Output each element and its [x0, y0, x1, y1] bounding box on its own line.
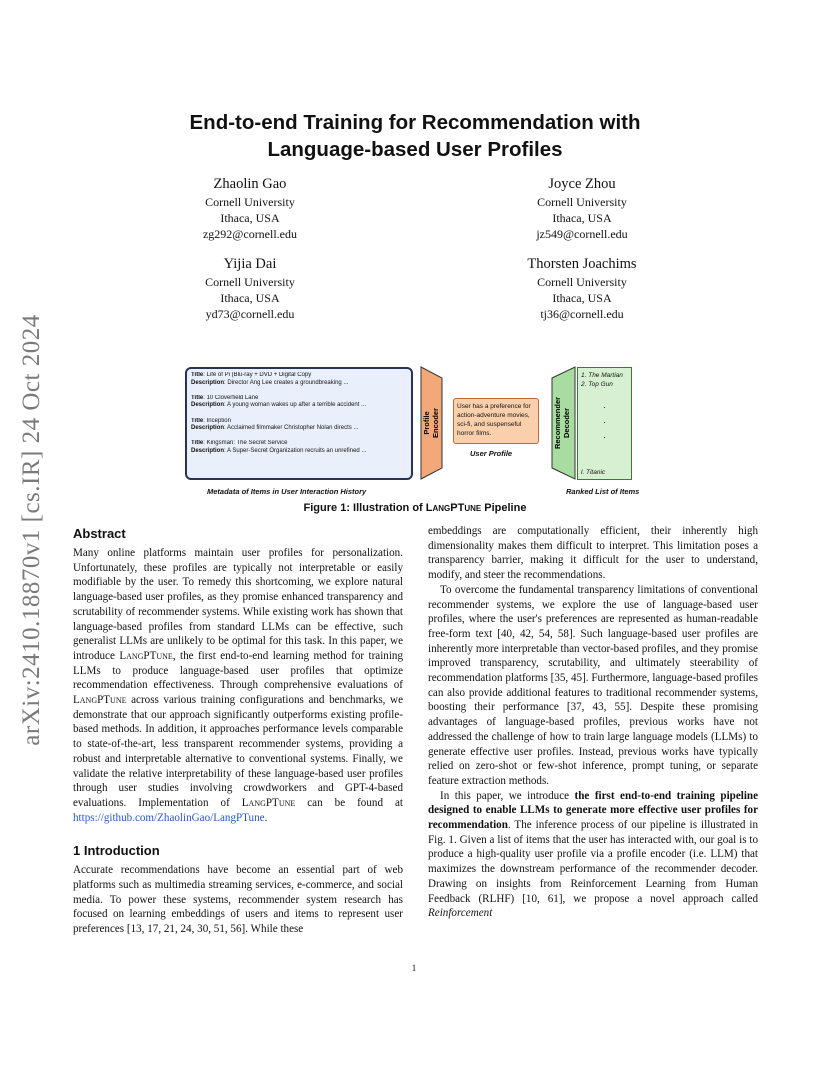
abstract-part: Many online platforms maintain user profiles for personalization. Unfortunately, these profiles are typically not interpretable or easily modifiable by the user. To remedy this shortcoming, we explore natural language-based user profiles, as they promise enhanced transparency and scrutability of recommender systems. While existing work has shown that language-based profiles from standard LLMs can be effective, such generalist LLMs are unlikely to be optimal for this task. In this paper, we introduce [73, 547, 403, 662]
paragraph: To overcome the fundamental transparency limitations of conventional recommender systems, we explore the use of language-based user profiles, where the user's preferences are represented as human-readable free-form text [40, 42, 54, 58]. Such language-based user profiles are inherently more interpretable than vector-based profiles, and they promise improved transparency, scrutability, and ultimately steerability of recommendation platforms [35, 45]. Furthermore, language-based profiles can also provide additional features to traditional recommender systems, boosting their performance [37, 43, 55]. Despite these promising advantages of language-based profiles, previous works have not addressed the challenge of how to train large language models (LLMs) to generate effective user profiles. Instead, previous works have typically relied on zero-shot or few-shot inference, prompt tuning, or separate feature extraction methods. [428, 583, 758, 787]
description-key: Description [191, 425, 225, 432]
user-profile-label: User Profile [470, 449, 513, 458]
author-location: Ithaca, USA [220, 211, 280, 225]
metadata-label: Metadata of Items in User Interaction History [207, 487, 367, 496]
method-name: LangPTune [241, 796, 296, 809]
ranked-item-last: l. Titanic [581, 469, 606, 476]
intro-text: Accurate recommendations have become an essential part of web platforms such as multimedia streaming services, e-commerce, and social media. To power these systems, recommender system research has focused on learning embeddings of users and items to represent user preferences [13, 17, 21, 24, 30, 51, 56]. While these [73, 864, 403, 936]
figure-caption [150, 502, 680, 514]
author-name: Joyce Zhou [548, 176, 616, 192]
abstract-heading: Abstract [73, 526, 126, 541]
item-description: A young woman wakes up after a terrible accident ... [227, 402, 367, 409]
profile-text: User has a preference for action-adventure movies, sci-fi, and suspenseful horror films. [457, 403, 531, 437]
title-key: Title [191, 372, 204, 378]
arxiv-id: arXiv:2410.18870v1 [cs.IR] 24 Oct 2024 [18, 314, 45, 746]
encoder-line-2: Encoder [431, 407, 440, 439]
ranked-list-box [577, 367, 632, 480]
author-affiliation: Cornell University [537, 195, 627, 209]
description-key: Description [191, 379, 225, 386]
author-email: yd73@cornell.edu [205, 307, 295, 321]
metadata-item: Title: Inception Description: Acclaimed filmmaker Christopher Nolan directs ... [191, 417, 359, 432]
abstract-part: , the first end-to-end learning method for training LLMs to produce language-based user profiles that optimize recommendation effectiveness. Through comprehensive evaluations of [73, 649, 403, 692]
author-affiliation: Cornell University [205, 195, 295, 209]
paragraph: embeddings are computationally efficient, their inherently high dimensionality makes them difficult to interpret. This limitation poses a transparency barrier, making it difficult for the user to understand, modify, and steer the recommendations. [428, 525, 758, 582]
github-link[interactable]: https://github.com/ZhaolinGao/LangPTune [73, 811, 265, 824]
author-location: Ithaca, USA [552, 211, 612, 225]
caption-suffix: Pipeline [481, 502, 527, 514]
title-line-2: Language-based User Profiles [267, 138, 563, 161]
abstract-part: can be found at [295, 796, 403, 809]
author-email: tj36@cornell.edu [540, 307, 624, 321]
author-affiliation: Cornell University [205, 275, 295, 289]
item-description: Acclaimed filmmaker Christopher Nolan directs ... [227, 425, 359, 432]
decoder-line-2: Decoder [562, 407, 571, 439]
paper-title [110, 109, 720, 163]
paragraph-part: In this paper, we introduce [440, 789, 575, 802]
abstract-part: across various training configurations and benchmarks, we demonstrate that our approach significantly outperforms existing profile-based methods. In addition, it approaches performance levels comparable to state-of-the-art, less transparent recommender systems, providing a robust and interpretable alternative to conventional systems. Finally, we validate the relative interpretability of these language-based user profiles through user studies involving crowdworkers and GPT-4-based evaluations. Implementation of [73, 694, 403, 809]
paragraph-italic: Reinforcement [428, 907, 493, 920]
ranked-item: 2. Top Gun [581, 381, 613, 388]
author-location: Ithaca, USA [220, 291, 280, 305]
author-email: zg292@cornell.edu [202, 227, 298, 241]
title-key: Title [191, 440, 204, 447]
ranked-dot: . [603, 403, 606, 410]
author-affiliation: Cornell University [537, 275, 627, 289]
item-description: A Super-Secret Organization recruits an unrefined ... [227, 447, 367, 454]
metadata-box [185, 367, 413, 480]
item-title: Life of Pi (Blu-ray + DVD + Digital Copy [206, 372, 312, 378]
metadata-item: Title: Kingsman: The Secret Service Description: A Super-Secret Organization recruits an unrefined ... [191, 440, 367, 454]
method-name: LangPTune [73, 694, 127, 707]
ranked-dot: . [603, 433, 606, 440]
metadata-item: Title: Life of Pi (Blu-ray + DVD + Digital Copy Description: Director Ang Lee creates a groundbreaking ... [191, 372, 349, 386]
author-email: jz549@cornell.edu [536, 227, 628, 241]
item-title: Inception [206, 417, 231, 424]
author-name: Zhaolin Gao [213, 176, 287, 192]
author-name: Thorsten Joachims [527, 256, 637, 272]
metadata-item: Title: 10 Cloverfield Lane Description: A young woman wakes up after a terrible accident ... [191, 394, 367, 409]
encoder-label [422, 408, 440, 438]
title-key: Title [191, 394, 204, 401]
right-column [428, 524, 758, 921]
title-line-1: End-to-end Training for Recommendation with [189, 111, 641, 134]
decoder-line-1: Recommender [553, 396, 562, 450]
paragraph-part: . The inference process of our pipeline is illustrated in Fig. 1. Given a list of items that the user has interacted with, our goal is to produce a high-quality user profile via a profile encoder (i.e. LLM) that maximizes the downstream performance of the recommender decoder. Drawing on insights from Reinforcement Learning from Human Feedback (RLHF) [10, 61], we propose a novel approach called [428, 819, 758, 905]
caption-prefix: Figure 1: Illustration of [303, 502, 426, 514]
user-profile-box [453, 398, 539, 444]
author-block [472, 174, 692, 242]
ranked-list-label: Ranked List of Items [566, 487, 640, 496]
abstract-text [73, 546, 403, 825]
item-description: Director Ang Lee creates a groundbreaking ... [227, 379, 349, 386]
page-number: 1 [411, 963, 417, 973]
method-name: LangPTune [119, 649, 173, 662]
item-title: Kingsman: The Secret Service [206, 440, 288, 447]
encoder-line-1: Profile [422, 411, 431, 435]
left-column [73, 524, 403, 937]
title-key: Title [191, 417, 204, 424]
paragraph-bold: the first end-to-end training pipeline designed to enable LLMs to generate more effective user profiles for recommendation [428, 789, 758, 832]
paragraph [428, 789, 758, 921]
caption-method-name: LangPTune [425, 502, 482, 514]
item-title: 10 Cloverfield Lane [206, 394, 259, 401]
arxiv-stamp [12, 300, 52, 760]
description-key: Description [191, 447, 225, 454]
author-location: Ithaca, USA [552, 291, 612, 305]
abstract-part: . [264, 811, 268, 824]
author-block [140, 174, 360, 242]
author-block [140, 254, 360, 322]
ranked-dot: . [603, 418, 606, 425]
ranked-item: 1. The Martian [581, 372, 623, 379]
author-block [472, 254, 692, 322]
intro-heading: 1 Introduction [73, 843, 160, 859]
author-name: Yijia Dai [223, 256, 277, 272]
description-key: Description [191, 402, 225, 409]
